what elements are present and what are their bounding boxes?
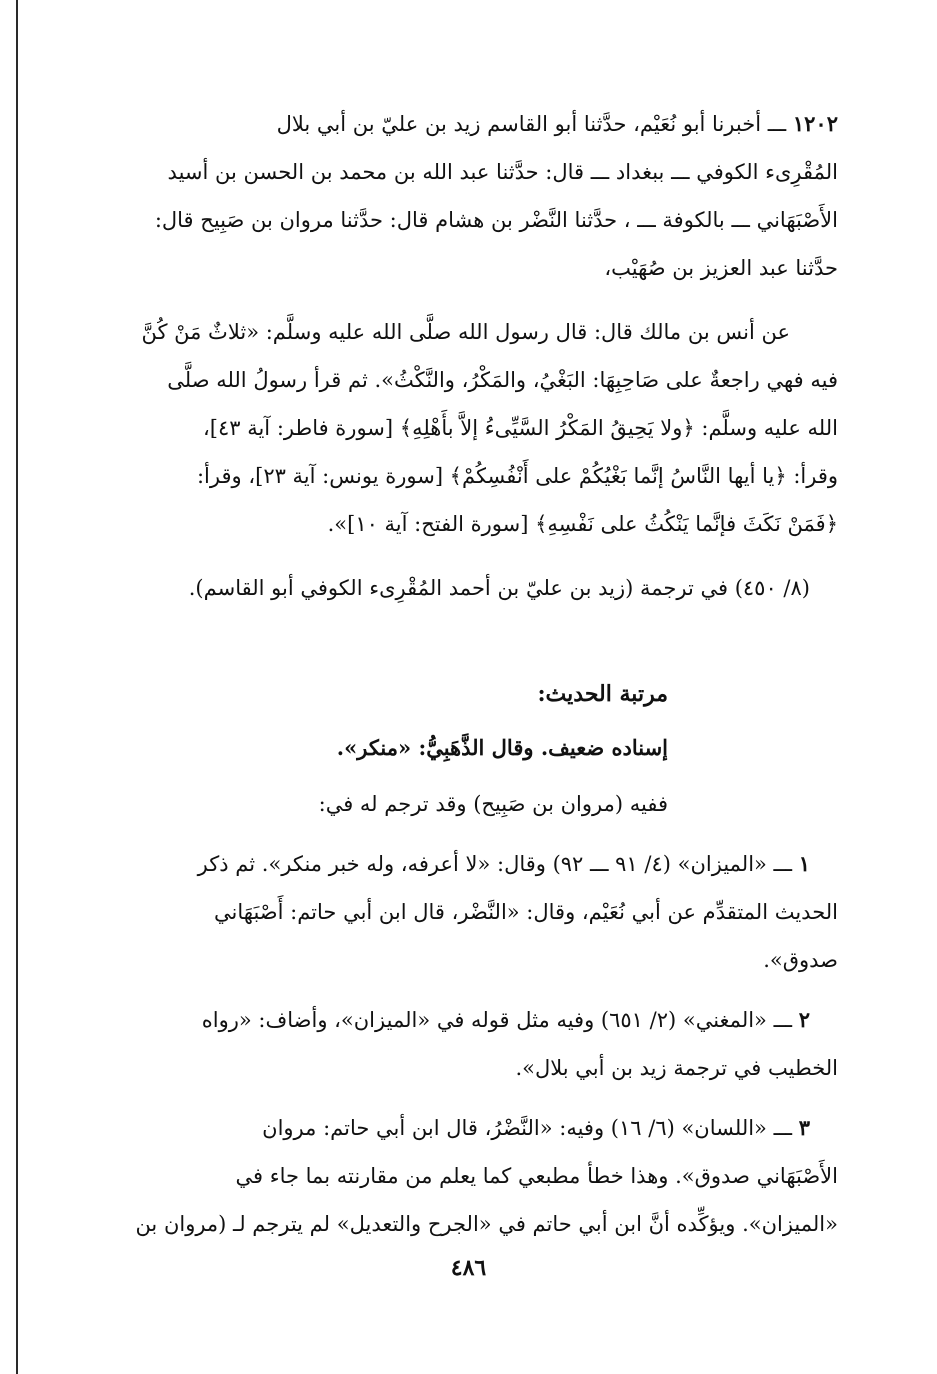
hadith-isnad (100, 100, 838, 292)
matn-line-1: عن أنس بن مالك قال: قال رسول الله صلَّى الله عليه وسلَّم: «ثلاثٌ مَنْ كُنَّ (141, 320, 790, 344)
matn-line-4: وقرأ: ﴿يا أيها النَّاسُ إنَّما بَغْيُكُمْ على أَنْفُسِكُمْ﴾ [سورة يونس: آية ٢٣]، وقرأ: (196, 464, 838, 488)
page-number: ٤٨٦ (450, 1255, 487, 1281)
hadith-number: ١٢٠٢ (792, 111, 838, 136)
book-page (100, 100, 838, 1248)
item-number: ١ (798, 851, 810, 876)
isnad-line-4: حدَّثنا عبد العزيز بن صُهَيْب، (604, 256, 838, 280)
matn-line-5: ﴿فَمَنْ نَكَثَ فإنَّما يَنْكُثُ على نَفْسِهِ﴾ [سورة الفتح: آية ١٠]». (327, 512, 838, 536)
section-heading: مرتبة الحديث: (537, 681, 668, 707)
page-edge-line (16, 0, 18, 1374)
list-item-1: ١ ـــ «الميزان» (٤/ ٩١ ـــ ٩٢) وقال: «لا أعرفه، وله خبر منكر». ثم ذكر الحديث المتقدِّم عن أبي نُعَيْم، وقال: «النَّضْر، قال ابن أبي حاتم: أَصْبَهَاني صدوق». (197, 851, 838, 972)
isnad-line-2: المُقْرِىء الكوفي ـــ ببغداد ـــ قال: حدَّثنا عبد الله بن محمد بن الحسن بن أسيد (167, 160, 838, 184)
matn-line-3: الله عليه وسلَّم: ﴿ولا يَحِيقُ المَكْرُ السَّيِّىءُ إلاَّ بأَهْلِهِ﴾ [سورة فاطر: آية ٤٣]، (202, 416, 838, 440)
matn-line-2: فيه فهي راجعةٌ على صَاحِبِهَا: البَغْيُ، والمَكْرُ، والنَّكْثُ». ثم قرأ رسولُ الله صلَّى (167, 368, 838, 392)
list-item-2: ٢ ـــ «المغني» (٢/ ٦٥١) وفيه مثل قوله في «الميزان»، وأضاف: «رواه الخطيب في ترجمة زيد بن أبي بلال». (201, 1007, 838, 1080)
list-item-3: ٣ ـــ «اللسان» (٦/ ١٦) وفيه: «النَّضْرُ، قال ابن أبي حاتم: مروان الأَصْبَهَاني صدوق». وهذا خطأ مطبعي كما يعلم من مقارنته بما جاء في «الميزان». ويؤكِّده أنَّ ابن أبي حاتم في «الجرح والتعديل» لم يترجم لـ (مروان بن (135, 1115, 838, 1236)
grade-intro: ففيه (مروان بن صَبِيح) وقد ترجم له في: (318, 792, 668, 816)
isnad-line-3: الأَصْبَهَاني ـــ بالكوفة ـــ ، حدَّثنا النَّضْر بن هشام قال: حدَّثنا مروان بن صَبِيح قال: (154, 208, 838, 232)
hadith-matn (100, 308, 838, 548)
item-number: ٣ (798, 1115, 810, 1140)
item-number: ٢ (798, 1007, 810, 1032)
isnad-line-1: ١٢٠٢ ـــ أخبرنا أبو نُعَيْم، حدَّثنا أبو القاسم زيد بن عليّ بن أبي بلال (276, 111, 838, 136)
grade-text: إسناده ضعيف. وقال الذَّهَبِيُّ: «منكر». (336, 735, 668, 760)
source-reference: (٨/ ٤٥٠) في ترجمة (زيد بن عليّ بن أحمد المُقْرِىء الكوفي أبو القاسم). (188, 576, 810, 600)
